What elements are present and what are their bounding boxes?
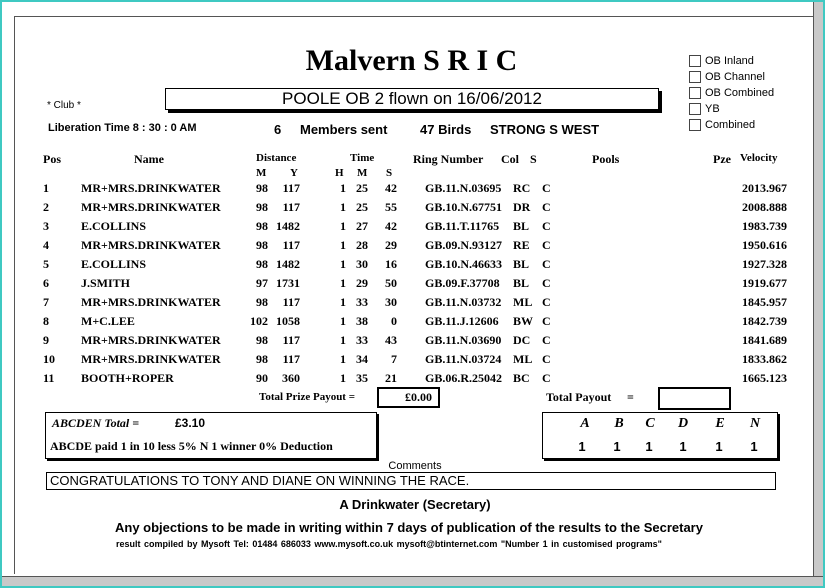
table-row bbox=[0, 352, 823, 370]
cell-time-minutes: 38 bbox=[356, 314, 368, 328]
cell-sex: C bbox=[542, 352, 551, 366]
checkbox[interactable] bbox=[689, 55, 701, 67]
cell-fancier-name: BOOTH+ROPER bbox=[81, 371, 174, 385]
nomination-description: ABCDE paid 1 in 10 less 5% N 1 winner 0% Deduction bbox=[50, 439, 333, 453]
cell-time-hours: 1 bbox=[340, 238, 346, 252]
cell-time-seconds: 42 bbox=[385, 181, 397, 195]
cell-fancier-name: MR+MRS.DRINKWATER bbox=[81, 238, 221, 252]
cell-position: 7 bbox=[43, 295, 49, 309]
pool-value-e: 1 bbox=[715, 439, 723, 454]
cell-bird-colour: BW bbox=[513, 314, 534, 328]
nomination-total-value: £3.10 bbox=[175, 416, 206, 430]
members-count: 6 bbox=[274, 122, 282, 137]
pool-options bbox=[689, 53, 774, 133]
cell-velocity: 1983.739 bbox=[742, 219, 787, 233]
cell-distance-miles: 98 bbox=[256, 238, 268, 252]
cell-fancier-name: MR+MRS.DRINKWATER bbox=[81, 333, 221, 347]
checkbox[interactable] bbox=[689, 103, 701, 115]
cell-velocity: 1950.616 bbox=[742, 238, 787, 252]
comments-field[interactable]: CONGRATULATIONS TO TONY AND DIANE ON WINNING THE RACE. bbox=[46, 472, 776, 490]
cell-ring-number: GB.10.N.46633 bbox=[425, 257, 503, 271]
cell-distance-miles: 90 bbox=[256, 371, 268, 385]
cell-time-hours: 1 bbox=[340, 200, 346, 214]
cell-distance-yards: 117 bbox=[282, 352, 300, 366]
nomination-total-label: ABCDEN Total = bbox=[52, 416, 140, 430]
cell-distance-yards: 117 bbox=[282, 333, 300, 347]
pool-letter-n: N bbox=[749, 416, 761, 431]
cell-bird-colour: BL bbox=[513, 276, 530, 290]
cell-velocity: 1665.123 bbox=[742, 371, 787, 385]
cell-velocity: 2008.888 bbox=[742, 200, 787, 214]
race-title: POOLE OB 2 flown on 16/06/2012 bbox=[165, 88, 659, 110]
cell-time-minutes: 33 bbox=[356, 295, 368, 309]
cell-sex: C bbox=[542, 295, 551, 309]
cell-distance-miles: 102 bbox=[250, 314, 268, 328]
cell-distance-yards: 1482 bbox=[276, 219, 300, 233]
pool-value-a: 1 bbox=[578, 439, 586, 454]
cell-velocity: 1919.677 bbox=[742, 276, 787, 290]
cell-time-seconds: 0 bbox=[391, 314, 397, 328]
page-shadow-bottom bbox=[2, 576, 823, 586]
cell-distance-miles: 97 bbox=[256, 276, 268, 290]
cell-velocity: 1833.862 bbox=[742, 352, 787, 366]
table-row bbox=[0, 238, 823, 256]
col-header-name: Name bbox=[134, 152, 164, 166]
pool-letter-c: C bbox=[645, 416, 655, 431]
col-header-yards: Y bbox=[290, 167, 298, 179]
col-header-pze: Pze bbox=[713, 152, 731, 166]
cell-sex: C bbox=[542, 181, 551, 195]
total-payout-label: Total Payout bbox=[546, 390, 612, 404]
cell-time-hours: 1 bbox=[340, 333, 346, 347]
col-header-distance: Distance bbox=[256, 152, 297, 164]
cell-ring-number: GB.09.N.93127 bbox=[425, 238, 503, 252]
cell-ring-number: GB.11.N.03724 bbox=[425, 352, 502, 366]
cell-ring-number: GB.11.N.03732 bbox=[425, 295, 502, 309]
cell-time-seconds: 21 bbox=[385, 371, 397, 385]
table-row bbox=[0, 181, 823, 199]
checkbox[interactable] bbox=[689, 71, 701, 83]
pool-option-ob-inland[interactable]: OB Inland bbox=[689, 53, 774, 69]
total-prize-label: Total Prize Payout = bbox=[259, 391, 355, 403]
members-label: Members sent bbox=[300, 122, 388, 137]
cell-ring-number: GB.11.N.03690 bbox=[425, 333, 502, 347]
pool-option-yb[interactable]: YB bbox=[689, 101, 774, 117]
col-header-ring: Ring Number bbox=[413, 152, 484, 166]
col-header-pos: Pos bbox=[43, 152, 61, 166]
cell-time-hours: 1 bbox=[340, 314, 346, 328]
objections-notice: Any objections to be made in writing within 7 days of publication of the results to the Secretary bbox=[115, 520, 703, 535]
cell-ring-number: GB.06.R.25042 bbox=[425, 371, 503, 385]
pool-option-combined[interactable]: Combined bbox=[689, 117, 774, 133]
cell-sex: C bbox=[542, 219, 551, 233]
cell-time-hours: 1 bbox=[340, 371, 346, 385]
cell-position: 4 bbox=[43, 238, 49, 252]
cell-time-hours: 1 bbox=[340, 295, 346, 309]
col-header-pools: Pools bbox=[592, 152, 620, 166]
cell-position: 11 bbox=[43, 371, 55, 385]
cell-bird-colour: RC bbox=[513, 181, 531, 195]
cell-velocity: 1927.328 bbox=[742, 257, 787, 271]
table-row bbox=[0, 200, 823, 218]
cell-distance-miles: 98 bbox=[256, 257, 268, 271]
cell-position: 9 bbox=[43, 333, 49, 347]
table-row bbox=[0, 314, 823, 332]
cell-time-minutes: 29 bbox=[356, 276, 368, 290]
cell-sex: C bbox=[542, 238, 551, 252]
cell-fancier-name: M+C.LEE bbox=[81, 314, 135, 328]
cell-fancier-name: MR+MRS.DRINKWATER bbox=[81, 200, 221, 214]
cell-distance-miles: 98 bbox=[256, 200, 268, 214]
cell-time-seconds: 7 bbox=[391, 352, 397, 366]
pool-value-c: 1 bbox=[645, 439, 653, 454]
cell-distance-yards: 117 bbox=[282, 181, 300, 195]
pool-value-d: 1 bbox=[679, 439, 687, 454]
cell-distance-yards: 117 bbox=[282, 238, 300, 252]
compiled-by-footer: result compiled by Mysoft Tel: 01484 686033 www.mysoft.co.uk mysoft@btinternet.com "Number 1 in customised programs" bbox=[116, 539, 662, 549]
cell-distance-yards: 117 bbox=[282, 295, 300, 309]
total-payout-equals: = bbox=[627, 390, 634, 404]
cell-ring-number: GB.10.N.67751 bbox=[425, 200, 503, 214]
col-header-miles: M bbox=[256, 167, 267, 179]
cell-position: 6 bbox=[43, 276, 49, 290]
cell-time-minutes: 25 bbox=[356, 181, 368, 195]
cell-ring-number: GB.11.J.12606 bbox=[425, 314, 499, 328]
pool-option-ob-combined[interactable]: OB Combined bbox=[689, 85, 774, 101]
cell-fancier-name: E.COLLINS bbox=[81, 219, 147, 233]
cell-time-hours: 1 bbox=[340, 219, 346, 233]
liberation-time: Liberation Time 8 : 30 : 0 AM bbox=[48, 122, 197, 134]
cell-time-minutes: 33 bbox=[356, 333, 368, 347]
col-header-minutes: M bbox=[357, 167, 368, 179]
cell-distance-miles: 98 bbox=[256, 333, 268, 347]
pool-letter-a: A bbox=[580, 416, 590, 431]
club-title: Malvern S R I C bbox=[305, 44, 518, 77]
cell-time-minutes: 28 bbox=[356, 238, 368, 252]
col-header-s: S bbox=[530, 152, 537, 166]
secretary-line: A Drinkwater (Secretary) bbox=[339, 497, 491, 512]
cell-sex: C bbox=[542, 276, 551, 290]
page-border-top bbox=[14, 16, 813, 17]
cell-time-seconds: 30 bbox=[385, 295, 397, 309]
cell-sex: C bbox=[542, 333, 551, 347]
cell-bird-colour: DR bbox=[513, 200, 531, 214]
wind-direction: STRONG S WEST bbox=[490, 122, 600, 137]
cell-velocity: 1842.739 bbox=[742, 314, 787, 328]
cell-time-seconds: 16 bbox=[385, 257, 397, 271]
cell-position: 5 bbox=[43, 257, 49, 271]
cell-time-seconds: 43 bbox=[385, 333, 397, 347]
cell-time-minutes: 34 bbox=[356, 352, 368, 366]
cell-time-minutes: 35 bbox=[356, 371, 368, 385]
cell-distance-miles: 98 bbox=[256, 352, 268, 366]
cell-time-minutes: 30 bbox=[356, 257, 368, 271]
cell-bird-colour: BL bbox=[513, 219, 530, 233]
col-header-hours: H bbox=[335, 167, 344, 179]
cell-bird-colour: RE bbox=[513, 238, 530, 252]
cell-time-minutes: 25 bbox=[356, 200, 368, 214]
col-header-seconds: S bbox=[386, 167, 393, 179]
cell-time-seconds: 42 bbox=[385, 219, 397, 233]
cell-bird-colour: ML bbox=[513, 352, 533, 366]
table-row bbox=[0, 333, 823, 351]
cell-time-seconds: 50 bbox=[385, 276, 397, 290]
cell-time-hours: 1 bbox=[340, 276, 346, 290]
pool-value-n: 1 bbox=[750, 439, 758, 454]
table-row bbox=[0, 257, 823, 275]
cell-position: 8 bbox=[43, 314, 49, 328]
col-header-velocity: Velocity bbox=[740, 152, 778, 164]
cell-sex: C bbox=[542, 371, 551, 385]
col-header-col: Col bbox=[501, 152, 519, 166]
cell-bird-colour: DC bbox=[513, 333, 531, 347]
cell-fancier-name: MR+MRS.DRINKWATER bbox=[81, 181, 221, 195]
cell-sex: C bbox=[542, 200, 551, 214]
cell-distance-yards: 1058 bbox=[276, 314, 300, 328]
cell-fancier-name: MR+MRS.DRINKWATER bbox=[81, 295, 221, 309]
club-label: * Club * bbox=[47, 100, 81, 111]
cell-distance-yards: 1482 bbox=[276, 257, 300, 271]
cell-bird-colour: BC bbox=[513, 371, 530, 385]
total-payout-value bbox=[658, 387, 731, 410]
table-row bbox=[0, 276, 823, 294]
cell-bird-colour: ML bbox=[513, 295, 533, 309]
pool-letter-d: D bbox=[677, 416, 689, 431]
table-row bbox=[0, 219, 823, 237]
cell-position: 1 bbox=[43, 181, 49, 195]
cell-velocity: 1845.957 bbox=[742, 295, 787, 309]
cell-distance-miles: 98 bbox=[256, 181, 268, 195]
cell-distance-yards: 117 bbox=[282, 200, 300, 214]
cell-sex: C bbox=[542, 314, 551, 328]
cell-time-seconds: 29 bbox=[385, 238, 397, 252]
cell-time-hours: 1 bbox=[340, 352, 346, 366]
pool-letter-b: B bbox=[614, 416, 624, 431]
pool-option-ob-channel[interactable]: OB Channel bbox=[689, 69, 774, 85]
cell-velocity: 2013.967 bbox=[742, 181, 787, 195]
cell-distance-miles: 98 bbox=[256, 219, 268, 233]
checkbox[interactable] bbox=[689, 119, 701, 131]
cell-ring-number: GB.09.F.37708 bbox=[425, 276, 500, 290]
cell-distance-miles: 98 bbox=[256, 295, 268, 309]
pool-value-b: 1 bbox=[613, 439, 621, 454]
cell-distance-yards: 360 bbox=[282, 371, 300, 385]
cell-sex: C bbox=[542, 257, 551, 271]
cell-fancier-name: E.COLLINS bbox=[81, 257, 147, 271]
total-prize-value: £0.00 bbox=[377, 387, 440, 408]
cell-time-minutes: 27 bbox=[356, 219, 368, 233]
cell-ring-number: GB.11.T.11765 bbox=[425, 219, 500, 233]
cell-position: 10 bbox=[43, 352, 55, 366]
checkbox[interactable] bbox=[689, 87, 701, 99]
cell-position: 2 bbox=[43, 200, 49, 214]
table-row bbox=[0, 295, 823, 313]
cell-distance-yards: 1731 bbox=[276, 276, 300, 290]
cell-ring-number: GB.11.N.03695 bbox=[425, 181, 502, 195]
cell-fancier-name: J.SMITH bbox=[81, 276, 131, 290]
cell-fancier-name: MR+MRS.DRINKWATER bbox=[81, 352, 221, 366]
birds-count: 47 Birds bbox=[420, 122, 472, 137]
cell-time-seconds: 55 bbox=[385, 200, 397, 214]
comments-label: Comments bbox=[388, 460, 442, 472]
col-header-time: Time bbox=[350, 152, 375, 164]
cell-time-hours: 1 bbox=[340, 181, 346, 195]
cell-time-hours: 1 bbox=[340, 257, 346, 271]
cell-bird-colour: BL bbox=[513, 257, 530, 271]
pool-letter-e: E bbox=[715, 416, 725, 431]
cell-velocity: 1841.689 bbox=[742, 333, 787, 347]
cell-position: 3 bbox=[43, 219, 49, 233]
